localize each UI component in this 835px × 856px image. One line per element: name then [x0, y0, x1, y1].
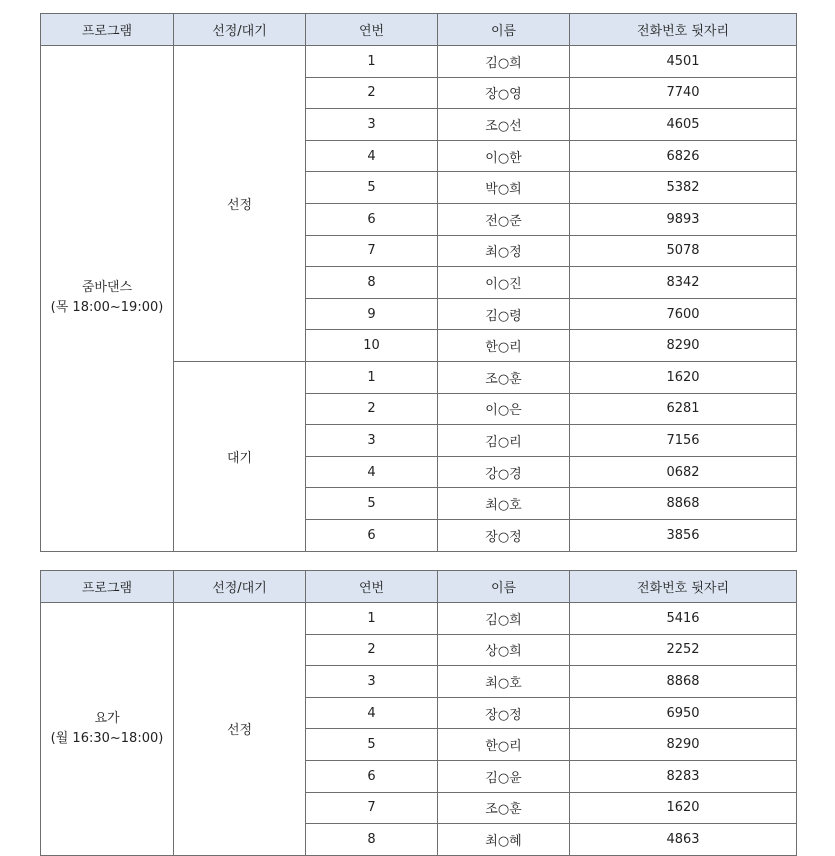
phone-cell: 0682	[570, 456, 797, 488]
table-row	[41, 603, 797, 635]
number-cell: 1	[306, 361, 438, 393]
name-cell: 이○은	[438, 393, 570, 425]
number-cell: 8	[306, 267, 438, 299]
number-cell: 1	[306, 46, 438, 78]
status-cell: 선정	[174, 46, 306, 362]
name-cell: 조○훈	[438, 361, 570, 393]
number-cell: 2	[306, 393, 438, 425]
number-cell: 3	[306, 109, 438, 141]
number-cell: 10	[306, 330, 438, 362]
header-status: 선정/대기	[174, 14, 306, 46]
number-cell: 4	[306, 140, 438, 172]
phone-cell: 1620	[570, 361, 797, 393]
header-phone: 전화번호 뒷자리	[570, 571, 797, 603]
name-cell: 김○령	[438, 298, 570, 330]
phone-cell: 4863	[570, 824, 797, 856]
status-cell: 선정	[174, 603, 306, 856]
name-cell: 조○훈	[438, 792, 570, 824]
number-cell: 6	[306, 203, 438, 235]
phone-cell: 8290	[570, 729, 797, 761]
header-name: 이름	[438, 14, 570, 46]
number-cell: 4	[306, 697, 438, 729]
phone-cell: 6950	[570, 697, 797, 729]
phone-cell: 5382	[570, 172, 797, 204]
phone-cell: 6826	[570, 140, 797, 172]
header-name: 이름	[438, 571, 570, 603]
phone-cell: 3856	[570, 519, 797, 551]
phone-cell: 8283	[570, 760, 797, 792]
header-row	[41, 14, 797, 46]
header-row	[41, 571, 797, 603]
phone-cell: 5078	[570, 235, 797, 267]
yoga-roster-table	[40, 570, 797, 856]
number-cell: 5	[306, 172, 438, 204]
phone-cell: 4605	[570, 109, 797, 141]
number-cell: 5	[306, 488, 438, 520]
status-cell: 대기	[174, 361, 306, 551]
header-number: 연번	[306, 14, 438, 46]
program-name: 요가	[94, 710, 120, 726]
phone-cell: 7740	[570, 77, 797, 109]
phone-cell: 8290	[570, 330, 797, 362]
number-cell: 7	[306, 235, 438, 267]
phone-cell: 2252	[570, 634, 797, 666]
number-cell: 2	[306, 634, 438, 666]
number-cell: 9	[306, 298, 438, 330]
name-cell: 한○리	[438, 330, 570, 362]
phone-cell: 9893	[570, 203, 797, 235]
phone-cell: 7600	[570, 298, 797, 330]
number-cell: 5	[306, 729, 438, 761]
header-phone: 전화번호 뒷자리	[570, 14, 797, 46]
table-row	[41, 46, 797, 78]
name-cell: 김○희	[438, 46, 570, 78]
phone-cell: 6281	[570, 393, 797, 425]
phone-cell: 5416	[570, 603, 797, 635]
phone-cell: 4501	[570, 46, 797, 78]
header-status: 선정/대기	[174, 571, 306, 603]
name-cell: 최○호	[438, 488, 570, 520]
program-cell	[41, 46, 174, 552]
phone-cell: 8342	[570, 267, 797, 299]
header-program: 프로그램	[41, 14, 174, 46]
phone-cell: 1620	[570, 792, 797, 824]
header-number: 연번	[306, 571, 438, 603]
name-cell: 최○정	[438, 235, 570, 267]
number-cell: 1	[306, 603, 438, 635]
name-cell: 최○호	[438, 666, 570, 698]
program-time: (월 16:30~18:00)	[50, 730, 164, 746]
number-cell: 2	[306, 77, 438, 109]
header-program: 프로그램	[41, 571, 174, 603]
name-cell: 한○리	[438, 729, 570, 761]
name-cell: 장○영	[438, 77, 570, 109]
name-cell: 상○희	[438, 634, 570, 666]
name-cell: 김○윤	[438, 760, 570, 792]
name-cell: 김○리	[438, 425, 570, 457]
name-cell: 장○정	[438, 697, 570, 729]
number-cell: 3	[306, 425, 438, 457]
name-cell: 김○희	[438, 603, 570, 635]
number-cell: 7	[306, 792, 438, 824]
program-cell	[41, 603, 174, 856]
name-cell: 전○준	[438, 203, 570, 235]
phone-cell: 8868	[570, 488, 797, 520]
number-cell: 8	[306, 824, 438, 856]
name-cell: 장○정	[438, 519, 570, 551]
phone-cell: 8868	[570, 666, 797, 698]
number-cell: 6	[306, 760, 438, 792]
name-cell: 최○혜	[438, 824, 570, 856]
program-time: (목 18:00~19:00)	[50, 300, 164, 316]
name-cell: 이○한	[438, 140, 570, 172]
number-cell: 4	[306, 456, 438, 488]
name-cell: 조○선	[438, 109, 570, 141]
phone-cell: 7156	[570, 425, 797, 457]
name-cell: 박○희	[438, 172, 570, 204]
zumba-roster-table	[40, 13, 797, 552]
number-cell: 3	[306, 666, 438, 698]
number-cell: 6	[306, 519, 438, 551]
name-cell: 이○진	[438, 267, 570, 299]
program-name: 줌바댄스	[81, 280, 133, 296]
name-cell: 강○경	[438, 456, 570, 488]
